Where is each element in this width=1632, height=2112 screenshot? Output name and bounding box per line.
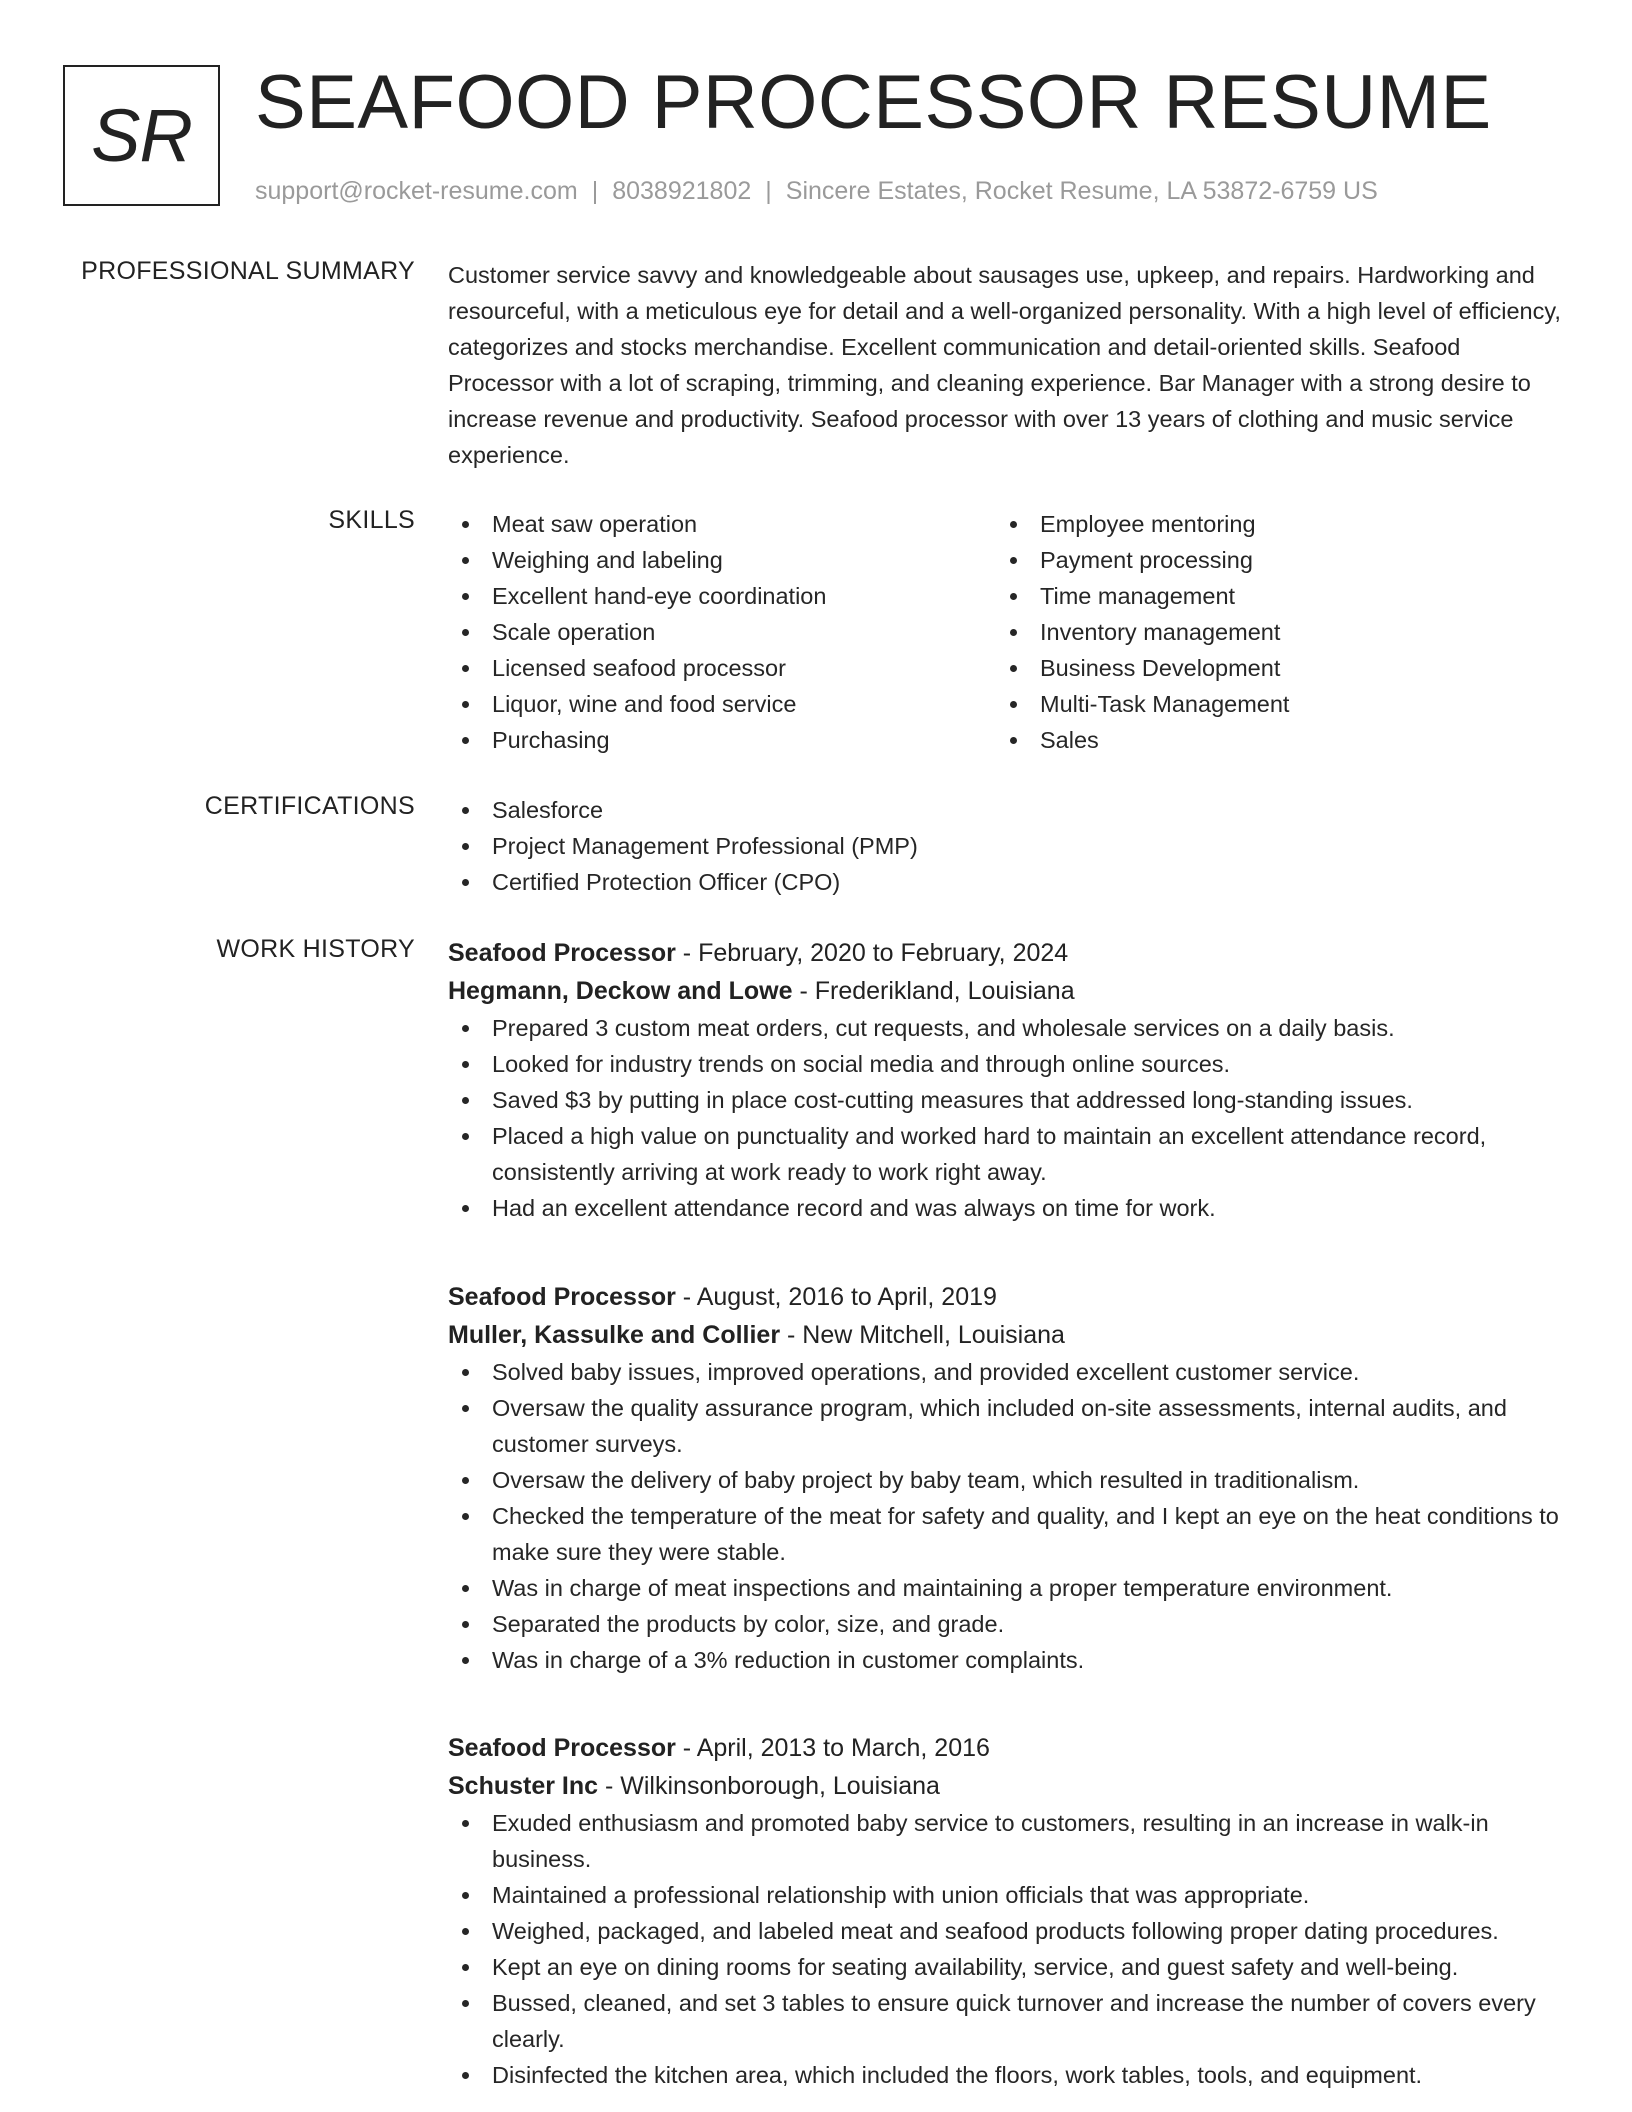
- skills-columns: [448, 506, 1569, 758]
- list-item: Certified Protection Officer (CPO): [448, 864, 1569, 900]
- job-duties-list: [448, 1354, 1569, 1678]
- job-company-line: [448, 1767, 1569, 1805]
- contact-separator: |: [591, 177, 599, 205]
- list-item: Weighed, packaged, and labeled meat and seafood products following proper dating procedures.: [448, 1913, 1569, 1949]
- list-item: Solved baby issues, improved operations, and provided excellent customer service.: [448, 1354, 1569, 1390]
- job-duties-list: [448, 1805, 1569, 2093]
- job-company-line: [448, 1316, 1569, 1354]
- job-body: [448, 934, 1569, 1226]
- job-duties-list: [448, 1010, 1569, 1226]
- job-body: [448, 1278, 1569, 1678]
- list-item: Employee mentoring: [996, 506, 1544, 542]
- contact-separator: |: [765, 177, 772, 205]
- list-item: Was in charge of a 3% reduction in customer complaints.: [448, 1642, 1569, 1678]
- list-item: Was in charge of meat inspections and maintaining a proper temperature environment.: [448, 1570, 1569, 1606]
- list-item: Payment processing: [996, 542, 1544, 578]
- list-item: Separated the products by color, size, and grade.: [448, 1606, 1569, 1642]
- job-title: Seafood Processor: [448, 1734, 676, 1762]
- list-item: Had an excellent attendance record and was always on time for work.: [448, 1190, 1569, 1226]
- list-item: Prepared 3 custom meat orders, cut requests, and wholesale services on a daily basis.: [448, 1010, 1569, 1046]
- monogram-logo: SR: [63, 65, 220, 206]
- list-item: Excellent hand-eye coordination: [448, 578, 996, 614]
- section-label: SKILLS: [328, 506, 415, 534]
- list-item: Oversaw the quality assurance program, which included on-site assessments, internal audits, and customer surveys.: [448, 1390, 1569, 1462]
- contact-line: [255, 177, 1378, 206]
- job-location: - Wilkinsonborough, Louisiana: [598, 1772, 940, 1800]
- list-item: Multi-Task Management: [996, 686, 1544, 722]
- job-title-line: [448, 1729, 1569, 1767]
- job-company-line: [448, 972, 1569, 1010]
- skills-list-right: [996, 506, 1544, 758]
- list-item: Inventory management: [996, 614, 1544, 650]
- section-label: WORK HISTORY: [216, 935, 415, 963]
- list-item: Bussed, cleaned, and set 3 tables to ensure quick turnover and increase the number of covers every clearly.: [448, 1985, 1569, 2057]
- job-company: Hegmann, Deckow and Lowe: [448, 977, 793, 1005]
- list-item: Time management: [996, 578, 1544, 614]
- list-item: Checked the temperature of the meat for safety and quality, and I kept an eye on the heat conditions to make sure they were stable.: [448, 1498, 1569, 1570]
- job-location: - Frederikland, Louisiana: [792, 977, 1075, 1005]
- job-dates: - April, 2013 to March, 2016: [675, 1734, 990, 1762]
- list-item: Meat saw operation: [448, 506, 996, 542]
- job-company: Muller, Kassulke and Collier: [448, 1321, 781, 1349]
- list-item: Salesforce: [448, 792, 1569, 828]
- list-item: Placed a high value on punctuality and worked hard to maintain an excellent attendance record, consistently arriving at work ready to work right away.: [448, 1118, 1569, 1190]
- list-item: Liquor, wine and food service: [448, 686, 996, 722]
- resume-header: [63, 60, 1583, 210]
- summary-text: Customer service savvy and knowledgeable about sausages use, upkeep, and repairs. Hardworking and resourceful, with a meticulous eye for detail and a well-organized personality. With a high level of efficiency, categorizes and stocks merchandise. Excellent communication and detail-oriented skills. Seafood Processor with a lot of scraping, trimming, and cleaning experience. Bar Manager with a strong desire to increase revenue and productivity. Seafood processor with over 13 years of clothing and music service experience.: [448, 262, 1561, 468]
- list-item: Maintained a professional relationship with union officials that was appropriate.: [448, 1877, 1569, 1913]
- list-item: Project Management Professional (PMP): [448, 828, 1569, 864]
- certifications-list: [448, 792, 1569, 900]
- list-item: Exuded enthusiasm and promoted baby service to customers, resulting in an increase in walk-in business.: [448, 1805, 1569, 1877]
- section-body: [448, 257, 1569, 473]
- page-title: SEAFOOD PROCESSOR RESUME: [255, 60, 1492, 145]
- contact-phone: 8038921802: [612, 177, 752, 205]
- job-title-line: [448, 1278, 1569, 1316]
- section-body: [448, 792, 1569, 900]
- list-item: Kept an eye on dining rooms for seating availability, service, and guest safety and well-being.: [448, 1949, 1569, 1985]
- list-item: Disinfected the kitchen area, which included the floors, work tables, tools, and equipment.: [448, 2057, 1569, 2093]
- contact-address: Sincere Estates, Rocket Resume, LA 53872-6759 US: [785, 177, 1378, 205]
- job-title-line: [448, 934, 1569, 972]
- job-title: Seafood Processor: [448, 1283, 676, 1311]
- list-item: Licensed seafood processor: [448, 650, 996, 686]
- list-item: Purchasing: [448, 722, 996, 758]
- skills-list-left: [448, 506, 996, 758]
- job-dates: - August, 2016 to April, 2019: [675, 1283, 997, 1311]
- list-item: Oversaw the delivery of baby project by baby team, which resulted in traditionalism.: [448, 1462, 1569, 1498]
- list-item: Saved $3 by putting in place cost-cutting measures that addressed long-standing issues.: [448, 1082, 1569, 1118]
- job-body: [448, 1729, 1569, 2093]
- job-dates: - February, 2020 to February, 2024: [675, 939, 1069, 967]
- job-company: Schuster Inc: [448, 1772, 599, 1800]
- contact-email: support@rocket-resume.com: [255, 177, 578, 205]
- list-item: Sales: [996, 722, 1544, 758]
- list-item: Weighing and labeling: [448, 542, 996, 578]
- section-label: PROFESSIONAL SUMMARY: [81, 257, 415, 285]
- job-title: Seafood Processor: [448, 939, 676, 967]
- list-item: Scale operation: [448, 614, 996, 650]
- list-item: Business Development: [996, 650, 1544, 686]
- list-item: Looked for industry trends on social media and through online sources.: [448, 1046, 1569, 1082]
- job-location: - New Mitchell, Louisiana: [780, 1321, 1065, 1349]
- section-label: CERTIFICATIONS: [204, 792, 415, 820]
